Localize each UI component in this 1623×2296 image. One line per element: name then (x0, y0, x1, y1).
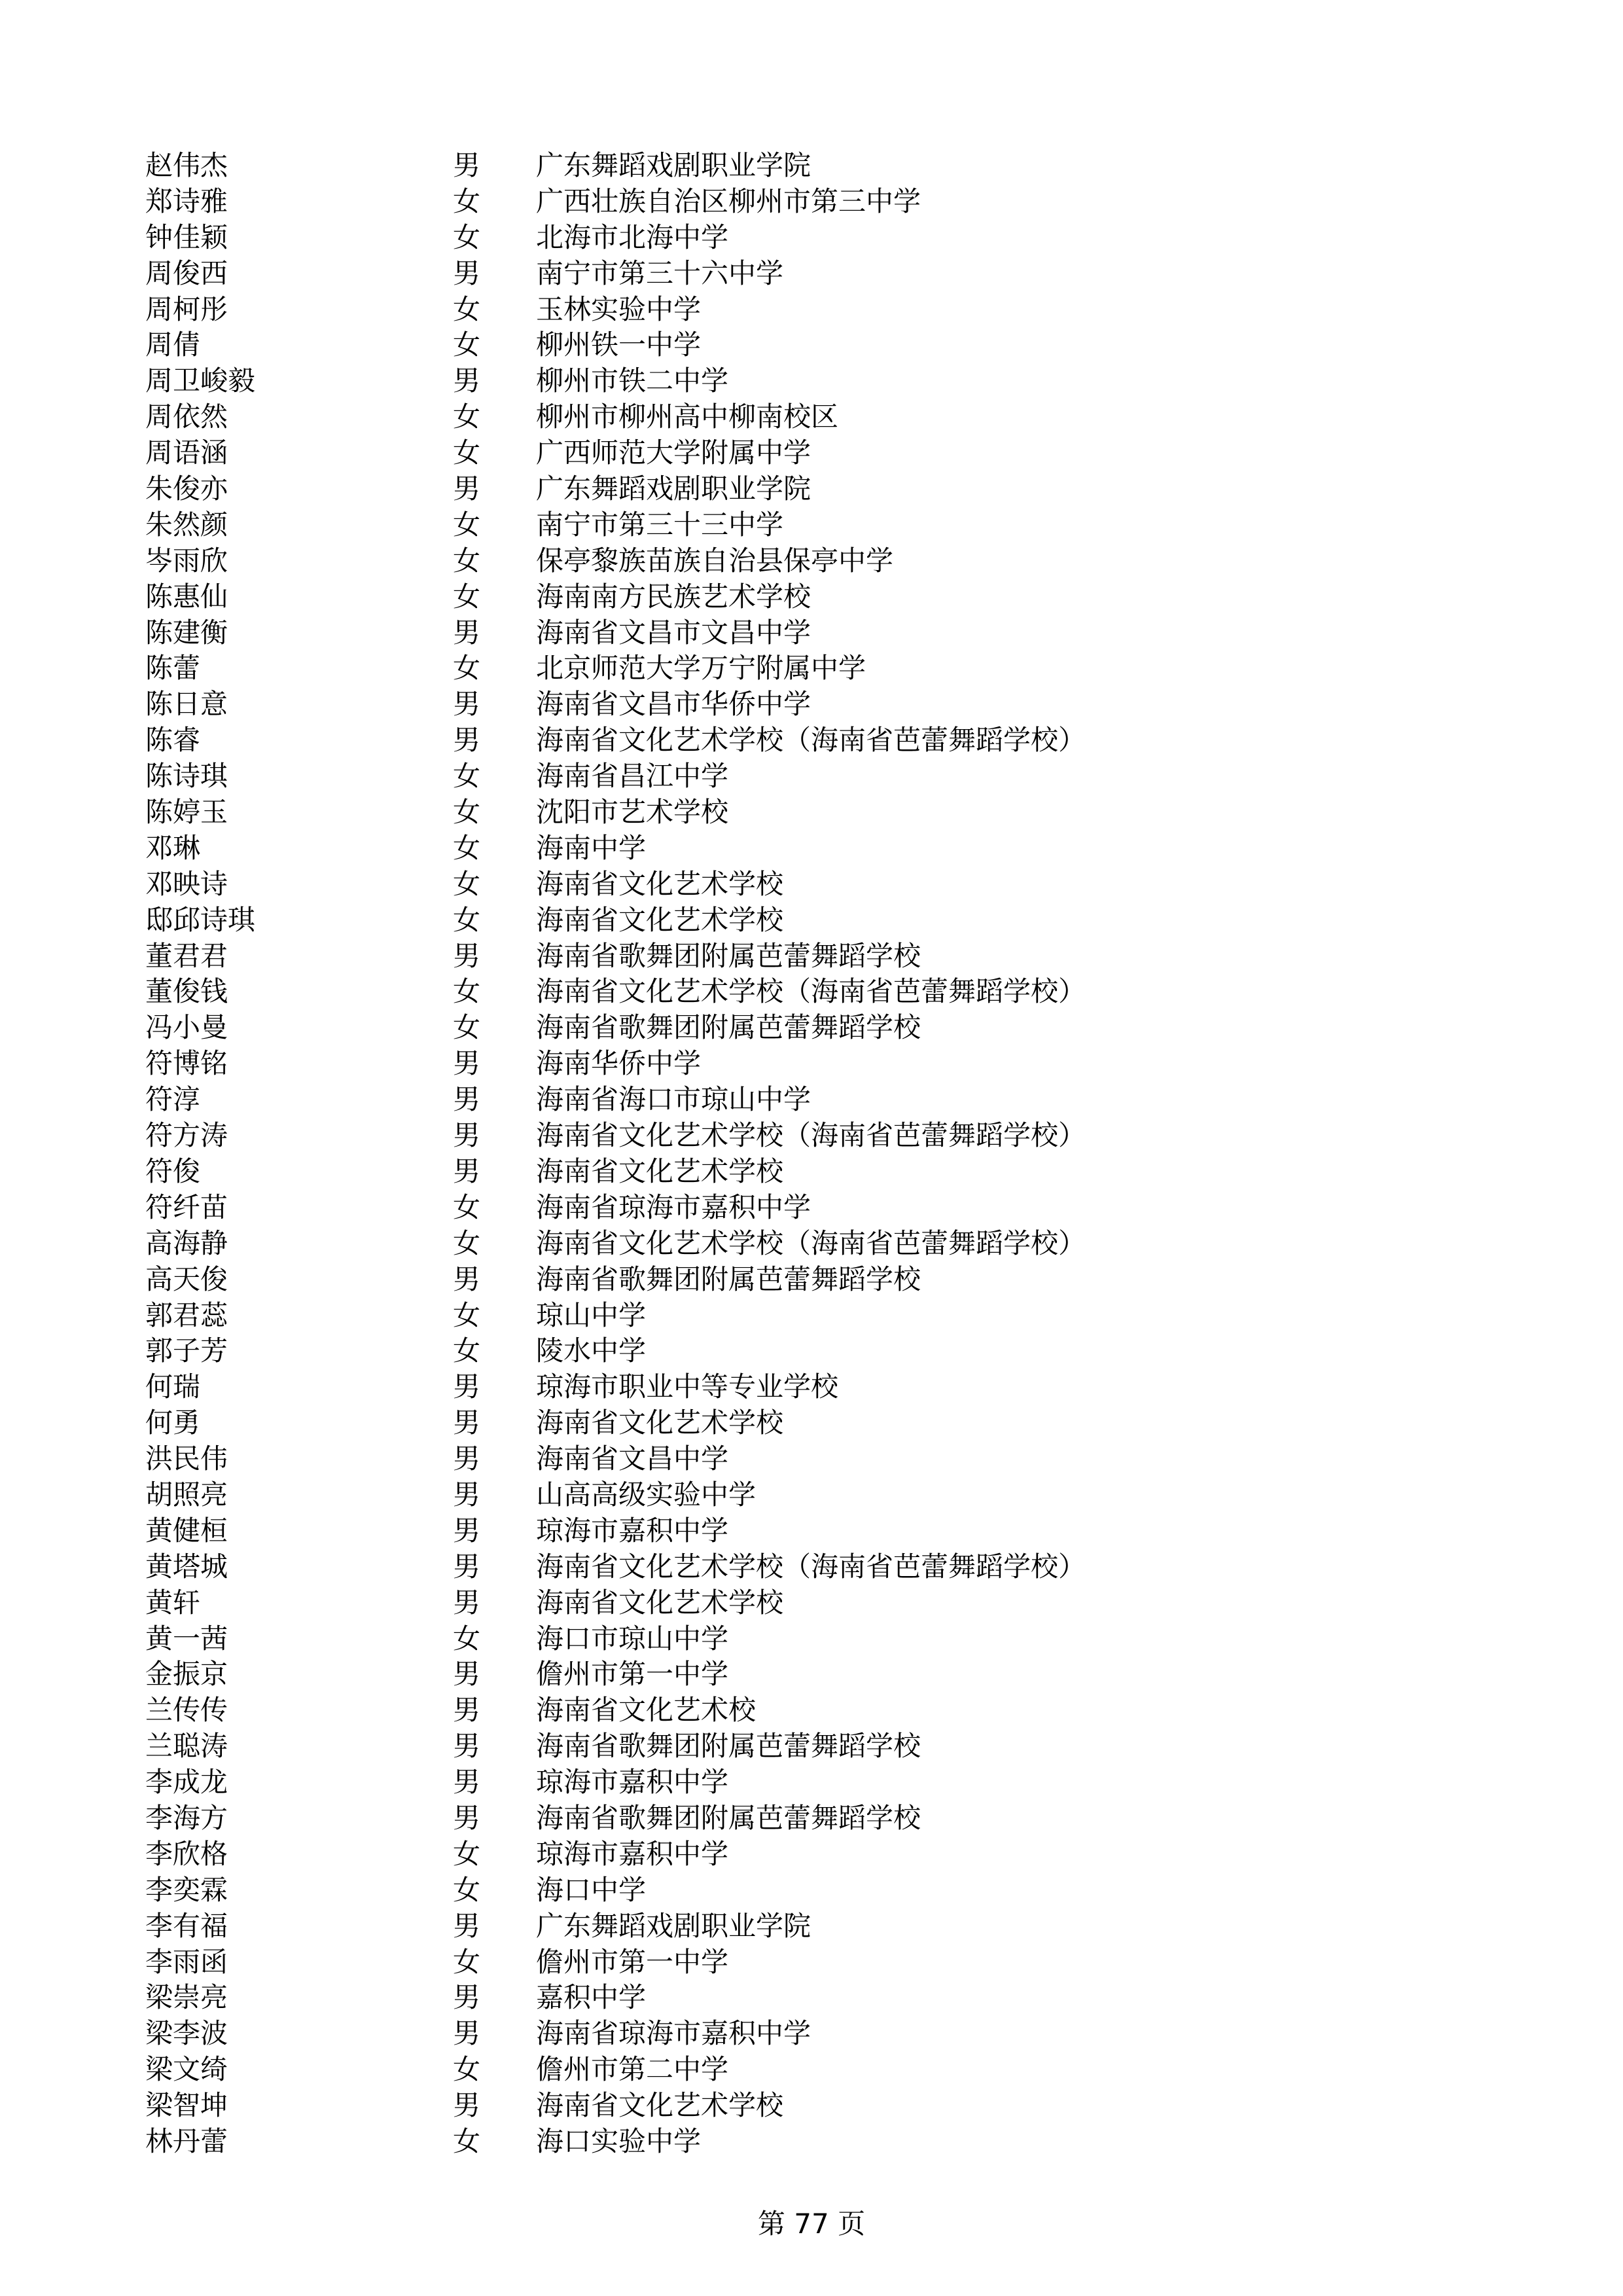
page-number: 第 77 页 (757, 2208, 866, 2240)
student-gender: 男 (453, 473, 481, 505)
student-name: 岑雨欣 (145, 544, 228, 577)
student-name: 钟佳颖 (145, 221, 228, 253)
roster-row (145, 1154, 1520, 1190)
roster-row (145, 1010, 1520, 1046)
student-school: 海口实验中学 (536, 2125, 702, 2157)
student-name: 郑诗雅 (145, 185, 228, 217)
student-name: 黄塔城 (145, 1550, 228, 1583)
student-gender: 女 (453, 1299, 481, 1331)
student-school: 海南省文化艺术学校（海南省芭蕾舞蹈学校） (536, 1227, 1086, 1259)
student-school: 南宁市第三十三中学 (536, 508, 784, 541)
student-gender: 男 (453, 724, 481, 757)
student-gender: 男 (453, 939, 481, 972)
roster-row (145, 1585, 1520, 1621)
student-gender: 女 (453, 221, 481, 253)
student-school: 儋州市第一中学 (536, 1945, 729, 1978)
student-name: 洪民伟 (145, 1443, 228, 1475)
roster-row (145, 2124, 1520, 2160)
roster-row (145, 256, 1520, 292)
roster-row (145, 435, 1520, 471)
student-gender: 男 (453, 1478, 481, 1511)
student-name: 兰传传 (145, 1694, 228, 1727)
student-gender: 男 (453, 2017, 481, 2050)
student-gender: 男 (453, 1047, 481, 1080)
roster-row (145, 939, 1520, 975)
student-school: 琼海市嘉积中学 (536, 1514, 729, 1547)
student-school: 广西师范大学附属中学 (536, 437, 812, 469)
student-school: 海南省文化艺术学校 (536, 903, 784, 936)
student-school: 广东舞蹈戏剧职业学院 (536, 473, 812, 505)
student-name: 符纤苗 (145, 1191, 228, 1223)
student-name: 梁智坤 (145, 2089, 228, 2122)
student-name: 陈诗琪 (145, 760, 228, 793)
student-gender: 女 (453, 293, 481, 325)
roster-row (145, 1693, 1520, 1729)
roster-row (145, 1190, 1520, 1226)
roster-row (145, 1118, 1520, 1154)
student-name: 李奕霖 (145, 1873, 228, 1906)
student-name: 金振京 (145, 1658, 228, 1691)
student-name: 陈建衡 (145, 616, 228, 649)
student-name: 陈蕾 (145, 652, 201, 685)
student-gender: 女 (453, 2125, 481, 2157)
student-school: 海口市琼山中学 (536, 1622, 729, 1655)
student-gender: 男 (453, 1766, 481, 1799)
roster-row (145, 1405, 1520, 1441)
student-gender: 女 (453, 903, 481, 936)
student-name: 黄轩 (145, 1586, 201, 1619)
student-name: 符俊 (145, 1155, 201, 1187)
roster-row (145, 399, 1520, 435)
student-school: 海南省文化艺术校 (536, 1694, 757, 1727)
roster-row (145, 543, 1520, 579)
roster-row (145, 292, 1520, 328)
student-name: 陈日意 (145, 688, 228, 721)
student-name: 符淳 (145, 1083, 201, 1116)
roster-row (145, 1549, 1520, 1585)
roster-row (145, 1837, 1520, 1873)
student-school: 海南省歌舞团附属芭蕾舞蹈学校 (536, 939, 921, 972)
roster-row (145, 687, 1520, 723)
roster-row (145, 1513, 1520, 1549)
student-school: 海南省歌舞团附属芭蕾舞蹈学校 (536, 1011, 921, 1044)
roster-row (145, 1082, 1520, 1118)
student-school: 海南省文昌市文昌中学 (536, 616, 812, 649)
student-gender: 女 (453, 1873, 481, 1906)
roster-row (145, 1945, 1520, 1981)
student-gender: 男 (453, 1407, 481, 1439)
student-gender: 男 (453, 688, 481, 721)
student-gender: 女 (453, 831, 481, 864)
roster-row (145, 1226, 1520, 1262)
student-name: 郭子芳 (145, 1335, 228, 1367)
roster-row (145, 1729, 1520, 1765)
student-gender: 女 (453, 1227, 481, 1259)
student-gender: 男 (453, 1981, 481, 2014)
student-name: 李欣格 (145, 1837, 228, 1870)
student-gender: 女 (453, 867, 481, 900)
roster-row (145, 615, 1520, 651)
student-school: 柳州市柳州高中柳南校区 (536, 401, 839, 433)
student-name: 梁李波 (145, 2017, 228, 2050)
student-name: 冯小曼 (145, 1011, 228, 1044)
student-school: 儋州市第一中学 (536, 1658, 729, 1691)
roster-row (145, 579, 1520, 615)
student-name: 周卫峻毅 (145, 365, 256, 397)
roster-row (145, 1369, 1520, 1405)
student-school: 广东舞蹈戏剧职业学院 (536, 1909, 812, 1942)
student-school: 海南南方民族艺术学校 (536, 580, 812, 613)
student-school: 海南省文化艺术学校（海南省芭蕾舞蹈学校） (536, 1550, 1086, 1583)
student-gender: 男 (453, 1694, 481, 1727)
roster-row (145, 184, 1520, 220)
student-name: 朱俊亦 (145, 473, 228, 505)
roster-row (145, 2016, 1520, 2052)
student-name: 李成龙 (145, 1766, 228, 1799)
student-name: 胡照亮 (145, 1478, 228, 1511)
student-school: 琼海市嘉积中学 (536, 1766, 729, 1799)
student-gender: 男 (453, 1909, 481, 1942)
student-school: 广西壮族自治区柳州市第三中学 (536, 185, 921, 217)
student-school: 广东舞蹈戏剧职业学院 (536, 149, 812, 181)
roster-row (145, 471, 1520, 507)
student-gender: 男 (453, 1514, 481, 1547)
student-school: 海南省歌舞团附属芭蕾舞蹈学校 (536, 1801, 921, 1834)
student-school: 柳州市铁二中学 (536, 365, 729, 397)
student-name: 何勇 (145, 1407, 201, 1439)
student-gender: 男 (453, 1155, 481, 1187)
roster-row (145, 1980, 1520, 2016)
student-gender: 女 (453, 580, 481, 613)
student-name: 邸邱诗琪 (145, 903, 256, 936)
student-school: 海南省文化艺术学校 (536, 867, 784, 900)
student-gender: 女 (453, 796, 481, 829)
roster-row (145, 1909, 1520, 1945)
student-gender: 男 (453, 1801, 481, 1834)
student-school: 海南省歌舞团附属芭蕾舞蹈学校 (536, 1730, 921, 1763)
roster-row (145, 363, 1520, 399)
roster-row (145, 1298, 1520, 1334)
student-name: 李海方 (145, 1801, 228, 1834)
student-name: 高天俊 (145, 1263, 228, 1295)
student-school: 海南省昌江中学 (536, 760, 729, 793)
roster-row (145, 2052, 1520, 2088)
roster-row (145, 1621, 1520, 1657)
roster-row (145, 867, 1520, 903)
student-gender: 男 (453, 1263, 481, 1295)
roster-row (145, 1765, 1520, 1801)
student-gender: 男 (453, 1550, 481, 1583)
student-school: 海南省文化艺术学校（海南省芭蕾舞蹈学校） (536, 1119, 1086, 1152)
student-gender: 女 (453, 975, 481, 1008)
student-name: 周倩 (145, 329, 201, 361)
student-school: 沈阳市艺术学校 (536, 796, 729, 829)
student-gender: 女 (453, 1011, 481, 1044)
student-school: 海南省琼海市嘉积中学 (536, 2017, 812, 2050)
student-name: 兰聪涛 (145, 1730, 228, 1763)
student-name: 黄健桓 (145, 1514, 228, 1547)
student-gender: 男 (453, 1730, 481, 1763)
roster-row (145, 831, 1520, 867)
student-gender: 女 (453, 2053, 481, 2086)
student-name: 符博铭 (145, 1047, 228, 1080)
student-gender: 男 (453, 257, 481, 289)
student-gender: 女 (453, 1945, 481, 1978)
student-gender: 女 (453, 508, 481, 541)
student-school: 琼海市职业中等专业学校 (536, 1371, 839, 1403)
student-gender: 男 (453, 1119, 481, 1152)
student-name: 周俊西 (145, 257, 228, 289)
student-gender: 男 (453, 1371, 481, 1403)
roster-row (145, 327, 1520, 363)
student-name: 邓映诗 (145, 867, 228, 900)
student-school: 嘉积中学 (536, 1981, 647, 2014)
student-name: 陈睿 (145, 724, 201, 757)
student-school: 陵水中学 (536, 1335, 647, 1367)
student-school: 海南省文化艺术学校（海南省芭蕾舞蹈学校） (536, 724, 1086, 757)
roster-row (145, 148, 1520, 184)
student-school: 海南省文化艺术学校（海南省芭蕾舞蹈学校） (536, 975, 1086, 1008)
student-gender: 女 (453, 1622, 481, 1655)
student-gender: 女 (453, 652, 481, 685)
student-name: 董俊钱 (145, 975, 228, 1008)
student-school: 玉林实验中学 (536, 293, 702, 325)
student-name: 陈婷玉 (145, 796, 228, 829)
student-gender: 女 (453, 760, 481, 793)
student-school: 海口中学 (536, 1873, 647, 1906)
student-name: 朱然颜 (145, 508, 228, 541)
roster-row (145, 903, 1520, 939)
roster-row (145, 759, 1520, 795)
student-gender: 男 (453, 365, 481, 397)
student-gender: 男 (453, 616, 481, 649)
student-name: 邓琳 (145, 831, 201, 864)
student-name: 李有福 (145, 1909, 228, 1942)
student-school: 海南省歌舞团附属芭蕾舞蹈学校 (536, 1263, 921, 1295)
student-school: 北京师范大学万宁附属中学 (536, 652, 866, 685)
student-name: 林丹蕾 (145, 2125, 228, 2157)
student-gender: 男 (453, 1443, 481, 1475)
student-school: 海南省文化艺术学校 (536, 1586, 784, 1619)
roster-row (145, 1801, 1520, 1837)
student-name: 郭君蕊 (145, 1299, 228, 1331)
student-school: 柳州铁一中学 (536, 329, 702, 361)
student-name: 周语涵 (145, 437, 228, 469)
student-school: 海南省文化艺术学校 (536, 2089, 784, 2122)
student-school: 海南省琼海市嘉积中学 (536, 1191, 812, 1223)
roster-row (145, 974, 1520, 1010)
student-name: 董君君 (145, 939, 228, 972)
roster-row (145, 1262, 1520, 1298)
roster-row (145, 507, 1520, 543)
student-name: 高海静 (145, 1227, 228, 1259)
student-gender: 男 (453, 149, 481, 181)
student-name: 赵伟杰 (145, 149, 228, 181)
student-name: 陈惠仙 (145, 580, 228, 613)
student-gender: 女 (453, 401, 481, 433)
roster-row (145, 1657, 1520, 1693)
roster-row (145, 1333, 1520, 1369)
roster-row (145, 1873, 1520, 1909)
student-name: 李雨函 (145, 1945, 228, 1978)
student-school: 海南省文化艺术学校 (536, 1155, 784, 1187)
student-school: 海南省文化艺术学校 (536, 1407, 784, 1439)
student-gender: 男 (453, 1658, 481, 1691)
student-school: 琼海市嘉积中学 (536, 1837, 729, 1870)
roster-row (145, 1046, 1520, 1082)
student-name: 周柯彤 (145, 293, 228, 325)
student-name: 何瑞 (145, 1371, 201, 1403)
student-gender: 女 (453, 1335, 481, 1367)
student-school: 山高高级实验中学 (536, 1478, 757, 1511)
roster-row (145, 1477, 1520, 1513)
student-name: 梁崇亮 (145, 1981, 228, 2014)
student-name: 周依然 (145, 401, 228, 433)
student-gender: 女 (453, 329, 481, 361)
student-school: 琼山中学 (536, 1299, 647, 1331)
student-gender: 女 (453, 185, 481, 217)
student-gender: 男 (453, 1083, 481, 1116)
student-gender: 男 (453, 2089, 481, 2122)
student-gender: 女 (453, 544, 481, 577)
student-school: 海南省文昌市华侨中学 (536, 688, 812, 721)
student-roster (145, 148, 1520, 2160)
roster-row (145, 723, 1520, 759)
student-name: 梁文绮 (145, 2053, 228, 2086)
roster-row (145, 2088, 1520, 2124)
student-name: 符方涛 (145, 1119, 228, 1152)
student-school: 海南华侨中学 (536, 1047, 702, 1080)
student-gender: 女 (453, 1191, 481, 1223)
student-school: 海南省文昌中学 (536, 1443, 729, 1475)
roster-row (145, 1441, 1520, 1477)
student-gender: 女 (453, 437, 481, 469)
roster-row (145, 220, 1520, 256)
student-school: 北海市北海中学 (536, 221, 729, 253)
student-school: 南宁市第三十六中学 (536, 257, 784, 289)
student-school: 儋州市第二中学 (536, 2053, 729, 2086)
roster-row (145, 651, 1520, 687)
student-gender: 男 (453, 1586, 481, 1619)
student-name: 黄一茜 (145, 1622, 228, 1655)
student-school: 海南省海口市琼山中学 (536, 1083, 812, 1116)
student-school: 保亭黎族苗族自治县保亭中学 (536, 544, 894, 577)
student-gender: 女 (453, 1837, 481, 1870)
student-school: 海南中学 (536, 831, 647, 864)
roster-row (145, 795, 1520, 831)
